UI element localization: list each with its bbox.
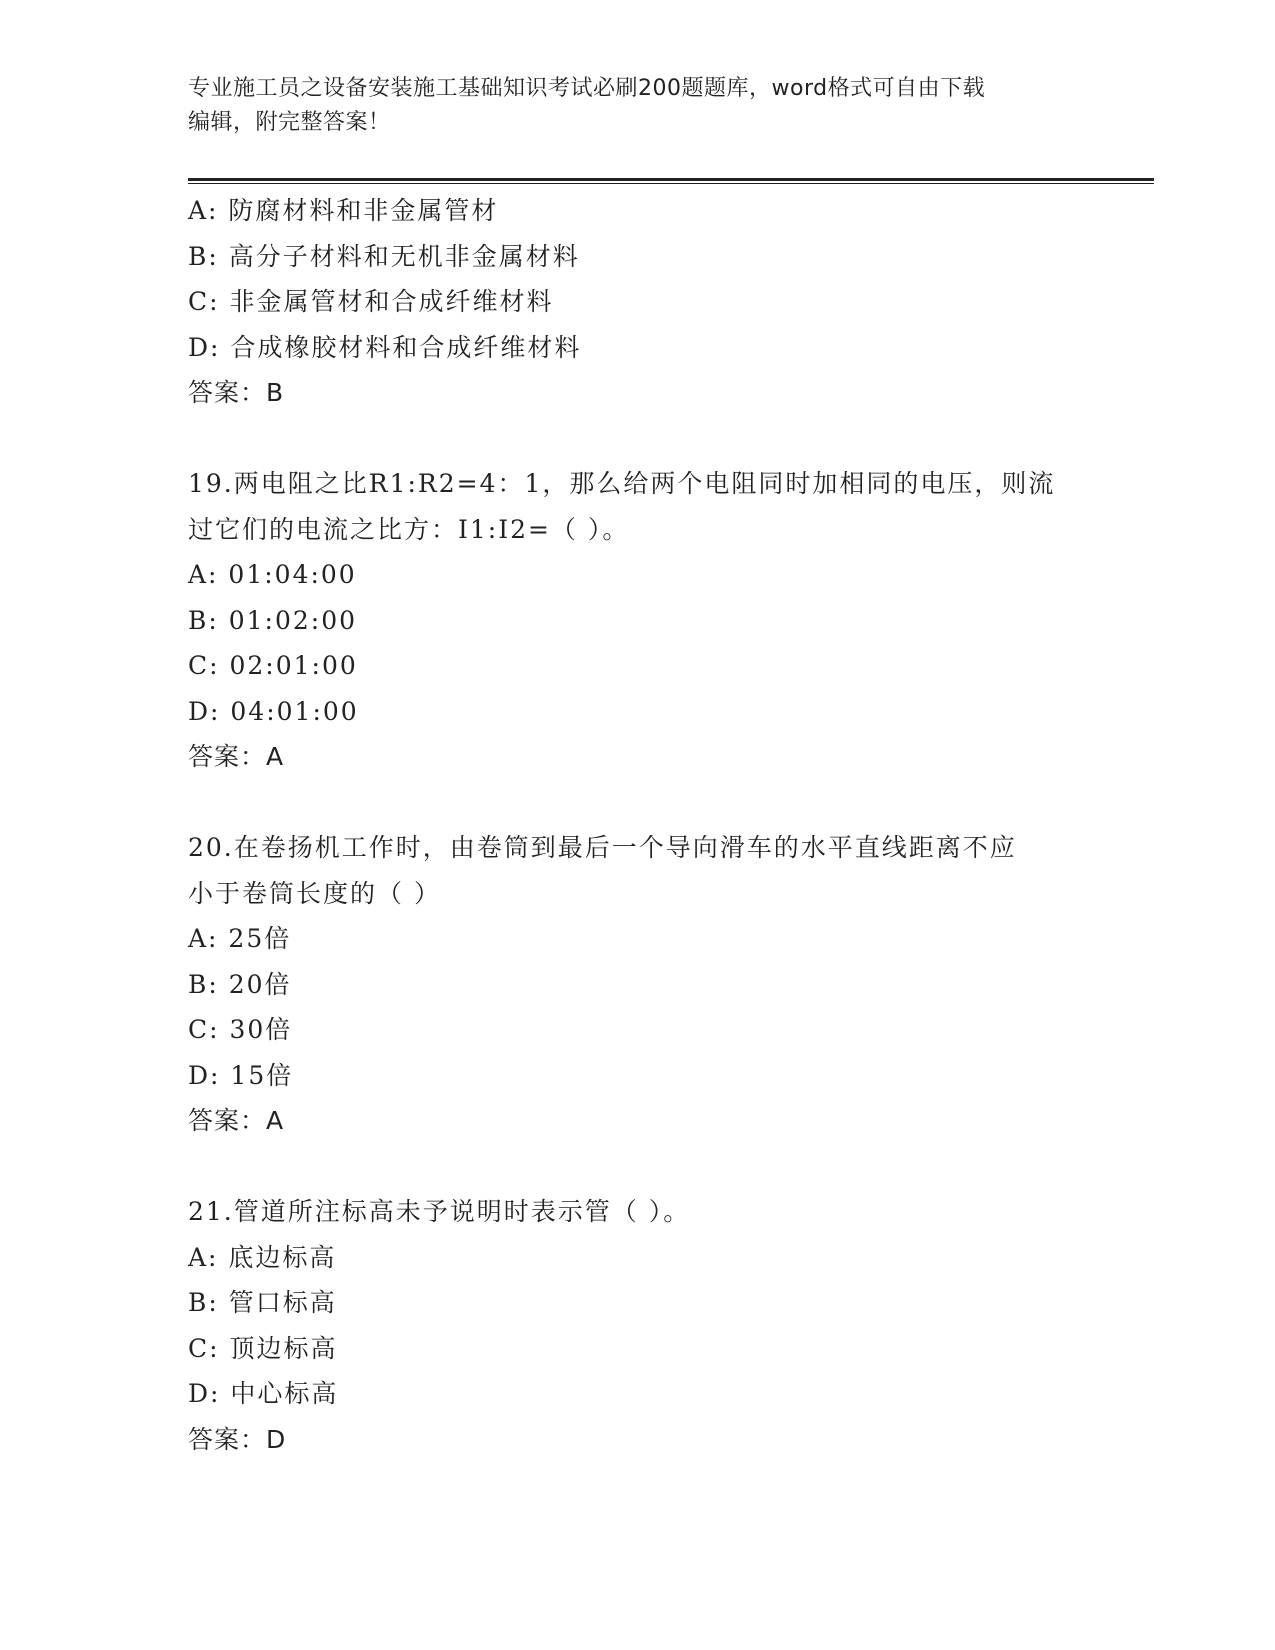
option-a: A: 防腐材料和非金属管材	[188, 196, 499, 225]
answer: 答案：B	[188, 378, 285, 407]
header-divider-thick	[188, 178, 1154, 181]
question-stem-line-2: 过它们的电流之比方：I1:I2=（ ）。	[188, 514, 630, 544]
option-b: B: 20倍	[188, 969, 292, 999]
spacer	[188, 1144, 1088, 1190]
option-d: D: 04:01:00	[188, 696, 359, 726]
option-c: C: 02:01:00	[188, 651, 358, 680]
option-c: C: 顶边标高	[188, 1333, 338, 1363]
option-c: C: 非金属管材和合成纤维材料	[188, 287, 554, 316]
question-stem-line-1: 20.在卷扬机工作时，由卷筒到最后一个导向滑车的水平直线距离不应	[188, 833, 1017, 862]
question-stem-line-2: 小于卷筒长度的（ ）	[188, 878, 441, 908]
option-a: A: 01:04:00	[188, 560, 357, 589]
question-list	[188, 188, 1088, 1462]
spacer	[188, 416, 1088, 462]
spacer	[188, 780, 1088, 826]
option-a: A: 底边标高	[188, 1242, 337, 1272]
header-title-line-2: 编辑，附完整答案！	[188, 110, 391, 135]
answer: 答案：A	[188, 742, 285, 771]
header-divider-thin	[188, 183, 1154, 184]
option-b: B: 01:02:00	[188, 605, 358, 635]
answer: 答案：A	[188, 1106, 285, 1135]
option-d: D: 15倍	[188, 1060, 294, 1090]
question-20	[188, 825, 1088, 1144]
option-d: D: 合成橡胶材料和合成纤维材料	[188, 332, 582, 362]
option-c: C: 30倍	[188, 1015, 293, 1044]
document-header	[188, 72, 1068, 140]
header-title-line-1: 专业施工员之设备安装施工基础知识考试必刷200题题库，word格式可自由下载	[188, 76, 986, 101]
answer: 答案：D	[188, 1424, 287, 1454]
question-stem-line-1: 21.管道所注标高未予说明时表示管（ ）。	[188, 1197, 691, 1226]
question-stem-line-1: 19.两电阻之比R1:R2=4：1，那么给两个电阻同时加相同的电压，则流	[188, 469, 1056, 498]
option-b: B: 管口标高	[188, 1288, 337, 1317]
question-18	[188, 188, 1088, 416]
option-b: B: 高分子材料和无机非金属材料	[188, 241, 580, 271]
question-21	[188, 1189, 1088, 1462]
option-a: A: 25倍	[188, 924, 292, 953]
question-19	[188, 461, 1088, 780]
option-d: D: 中心标高	[188, 1379, 339, 1408]
